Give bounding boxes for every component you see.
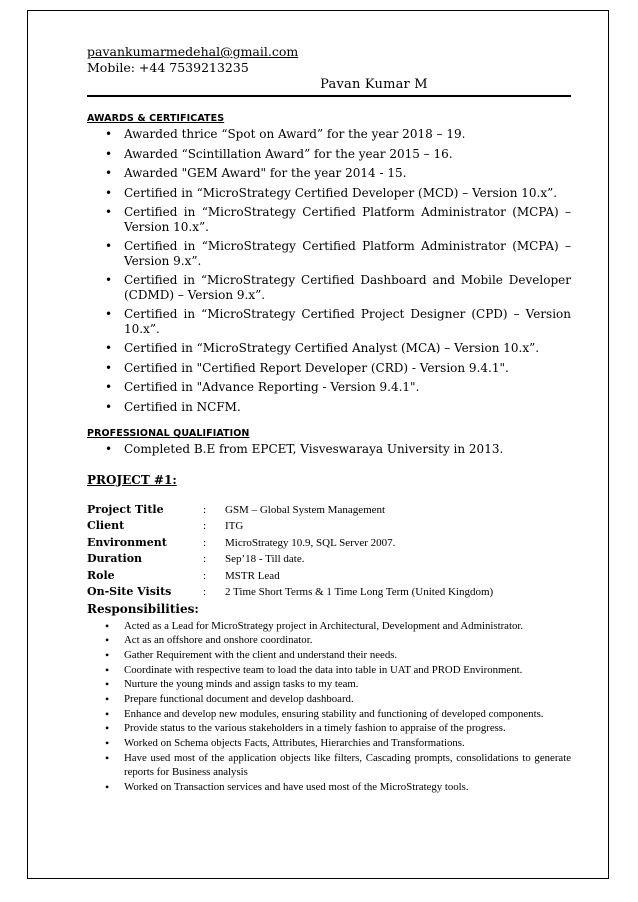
list-item: • Certified in "Certified Report Developer (CRD) - Version 9.4.1". [87, 361, 571, 376]
list-item: • Acted as a Lead for MicroStrategy project in Architectural, Development and Administrator. [87, 619, 571, 633]
detail-row-client [87, 518, 571, 535]
list-item: • Awarded thrice “Spot on Award” for the year 2018 – 19. [87, 127, 571, 142]
list-item: • Have used most of the application objects like filters, Cascading prompts, consolidations to generate reports for Business analysis [87, 751, 571, 779]
candidate-name: Pavan Kumar M [320, 77, 428, 92]
detail-colon: : [203, 520, 207, 532]
awards-section-title: AWARDS & CERTIFICATES [87, 113, 225, 124]
list-item: • Certified in “MicroStrategy Certified Platform Administrator (MCPA) – Version 9.x”. [87, 239, 571, 268]
list-item: • Act as an offshore and onshore coordinator. [87, 633, 571, 647]
list-item: • Certified in “MicroStrategy Certified Dashboard and Mobile Developer (CDMD) – Version 9.x”. [87, 273, 571, 302]
list-item: • Certified in “MicroStrategy Certified Developer (MCD) – Version 10.x”. [87, 186, 571, 201]
detail-label: Environment [87, 535, 167, 549]
detail-label: Role [87, 568, 115, 582]
list-item: • Awarded "GEM Award" for the year 2014 - 15. [87, 166, 571, 181]
list-item: • Prepare functional document and develop dashboard. [87, 692, 571, 706]
list-item: • Provide status to the various stakeholders in a timely fashion to appraise of the progress. [87, 721, 571, 735]
detail-label: Project Title [87, 502, 164, 516]
list-item: • Certified in “MicroStrategy Certified Analyst (MCA) – Version 10.x”. [87, 341, 571, 356]
list-item: • Nurture the young minds and assign tasks to my team. [87, 677, 571, 691]
header-rule [87, 95, 571, 97]
detail-label: On-Site Visits [87, 585, 172, 598]
list-item: • Completed B.E from EPCET, Visveswaraya University in 2013. [87, 442, 571, 457]
project-title: PROJECT #1: [87, 472, 177, 487]
project-details [87, 502, 571, 601]
detail-label: Client [87, 519, 125, 532]
detail-value: MicroStrategy 10.9, SQL Server 2007. [225, 536, 396, 549]
list-item: • Certified in "Advance Reporting - Version 9.4.1". [87, 380, 571, 395]
detail-value: GSM – Global System Management [225, 503, 386, 516]
responsibilities-list [87, 619, 571, 794]
detail-colon: : [203, 503, 207, 516]
awards-list [87, 127, 571, 414]
detail-colon: : [203, 536, 207, 549]
qualification-section-title: PROFESSIONAL QUALIFIATION [87, 428, 250, 439]
qualification-list [87, 442, 571, 457]
detail-value: Sep’18 - Till date. [225, 553, 305, 565]
list-item: • Awarded “Scintillation Award” for the year 2015 – 16. [87, 147, 571, 162]
detail-colon: : [203, 586, 207, 598]
detail-value: ITG [225, 520, 244, 532]
responsibilities-title: Responsibilities: [87, 601, 199, 616]
list-item: • Worked on Transaction services and have used most of the MicroStrategy tools. [87, 780, 571, 794]
list-item: • Coordinate with respective team to load the data into table in UAT and PROD Environment. [87, 663, 571, 677]
detail-row-duration [87, 551, 571, 568]
detail-row-onsite-visits [87, 584, 571, 601]
detail-value: MSTR Lead [225, 569, 280, 582]
detail-colon: : [203, 569, 207, 582]
list-item: • Enhance and develop new modules, ensuring stability and functioning of developed components. [87, 707, 571, 721]
detail-value: 2 Time Short Terms & 1 Time Long Term (United Kingdom) [225, 586, 494, 598]
list-item: • Gather Requirement with the client and understand their needs. [87, 648, 571, 662]
list-item: • Worked on Schema objects Facts, Attributes, Hierarchies and Transformations. [87, 736, 571, 750]
detail-row-environment [87, 535, 571, 552]
list-item: • Certified in NCFM. [87, 400, 571, 415]
detail-row-role [87, 568, 571, 585]
detail-label: Duration [87, 552, 143, 565]
list-item: • Certified in “MicroStrategy Certified Project Designer (CPD) – Version 10.x”. [87, 307, 571, 336]
list-item: • Certified in “MicroStrategy Certified Platform Administrator (MCPA) – Version 10.x”. [87, 205, 571, 234]
email-link[interactable]: pavankumarmedehal@gmail.com [87, 44, 299, 59]
resume-content [87, 44, 571, 794]
detail-row-project-title [87, 502, 571, 519]
mobile-number: Mobile: +44 7539213235 [87, 60, 249, 75]
detail-colon: : [203, 553, 207, 565]
